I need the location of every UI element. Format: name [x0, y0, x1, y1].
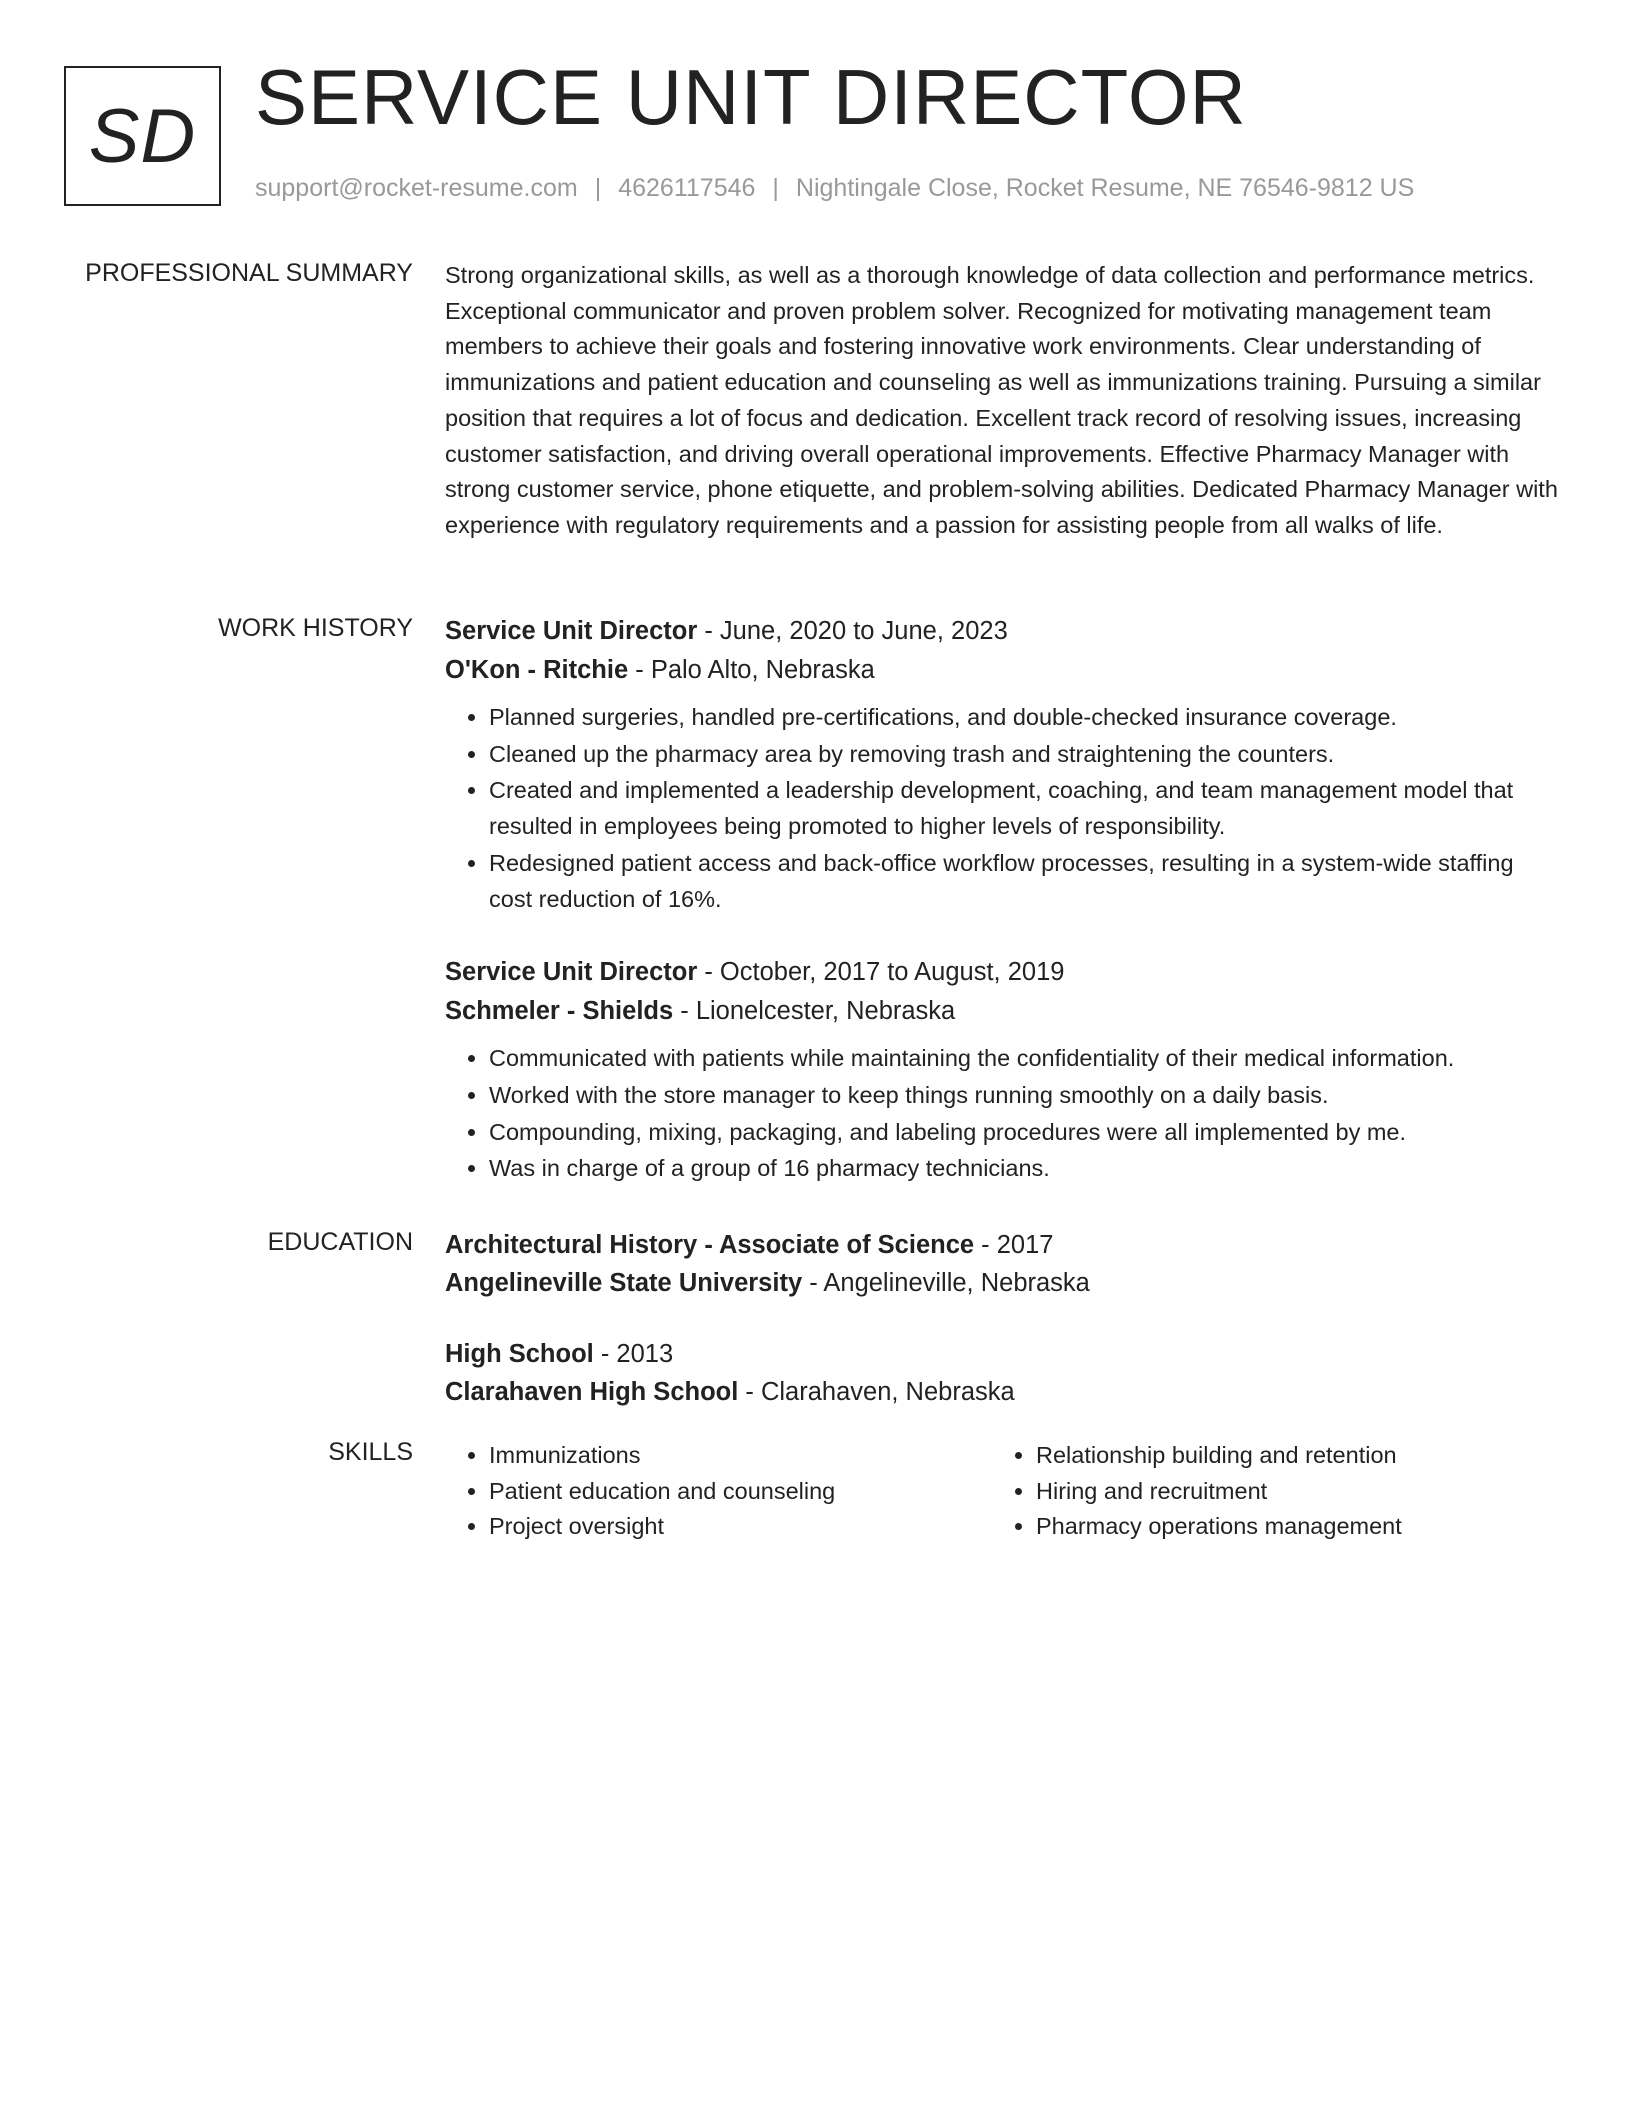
job-company-line — [445, 992, 1560, 1031]
education-school-line — [445, 1264, 1560, 1302]
job-company: O'Kon - Ritchie — [445, 656, 629, 684]
skills-columns — [445, 1438, 1560, 1545]
section-label-work-history: WORK HISTORY — [218, 614, 413, 642]
contact-separator: | — [772, 174, 779, 202]
job-bullet-list — [445, 1041, 1560, 1187]
job-entry — [445, 612, 1560, 917]
job-bullet: • Worked with the store manager to keep things running smoothly on a daily basis. — [489, 1078, 1560, 1114]
contact-address: Nightingale Close, Rocket Resume, NE 76546-9812 US — [795, 174, 1415, 202]
education-school-line — [445, 1373, 1560, 1411]
skills-list-left — [445, 1438, 992, 1545]
education-degree-line — [445, 1226, 1560, 1264]
job-location: - Palo Alto, Nebraska — [628, 656, 875, 684]
education-degree: Architectural History - Associate of Science — [445, 1231, 975, 1259]
job-title: Service Unit Director — [445, 958, 698, 987]
section-label-skills: SKILLS — [328, 1438, 413, 1466]
education-degree-line — [445, 1335, 1560, 1373]
job-dates: - June, 2020 to June, 2023 — [697, 617, 1008, 645]
skill-item: • Project oversight — [489, 1509, 992, 1545]
monogram-initials: SD — [88, 93, 197, 179]
job-company-line — [445, 651, 1560, 690]
job-location: - Lionelcester, Nebraska — [673, 997, 956, 1026]
education-location: - Clarahaven, Nebraska — [738, 1378, 1015, 1406]
job-bullet: • Cleaned up the pharmacy area by removing trash and straightening the counters. — [489, 737, 1560, 773]
job-company: Schmeler - Shields — [445, 997, 674, 1026]
section-label-summary: PROFESSIONAL SUMMARY — [85, 259, 413, 287]
page-title: SERVICE UNIT DIRECTOR — [255, 53, 1247, 141]
contact-separator: | — [594, 174, 602, 202]
summary-text: Strong organizational skills, as well as a thorough knowledge of data collection and performance metrics. Exceptional communicator and proven problem solver. Recognized for motivating management team members to achieve their goals and fostering innovative work environments. Clear understanding of immunizations and patient education and counseling as well as immunizations training. Pursuing a similar position that requires a lot of focus and dedication. Excellent track record of resolving issues, increasing customer satisfaction, and driving overall operational improvements. Effective Pharmacy Manager with strong customer service, phone etiquette, and problem-solving abilities. Dedicated Pharmacy Manager with experience with regulatory requirements and a passion for assisting people from all walks of life. — [445, 262, 1558, 538]
skills-body — [445, 1438, 1560, 1545]
education-degree: High School — [445, 1340, 594, 1368]
education-location: - Angelineville, Nebraska — [802, 1269, 1090, 1297]
job-title-line — [445, 612, 1560, 651]
job-bullet: • Redesigned patient access and back-office workflow processes, resulting in a system-wide staffing cost reduction of 16%. — [489, 846, 1560, 917]
skill-item: • Immunizations — [489, 1438, 992, 1474]
job-dates: - October, 2017 to August, 2019 — [697, 958, 1065, 987]
summary-body — [445, 258, 1560, 544]
job-title-line — [445, 953, 1560, 992]
education-school: Angelineville State University — [445, 1269, 803, 1297]
job-bullet: • Created and implemented a leadership development, coaching, and team management model that resulted in employees being promoted to higher levels of responsibility. — [489, 773, 1560, 844]
education-body — [445, 1226, 1560, 1411]
section-label-education: EDUCATION — [267, 1228, 413, 1256]
job-bullet: • Was in charge of a group of 16 pharmacy technicians. — [489, 1151, 1560, 1187]
job-bullet: • Compounding, mixing, packaging, and labeling procedures were all implemented by me. — [489, 1115, 1560, 1151]
contact-email: support@rocket-resume.com — [255, 174, 578, 202]
contact-line — [255, 174, 1414, 203]
job-entry — [445, 953, 1560, 1187]
skill-item: • Patient education and counseling — [489, 1474, 992, 1510]
education-school: Clarahaven High School — [445, 1378, 739, 1406]
education-entry — [445, 1226, 1560, 1302]
job-bullet-list — [445, 700, 1560, 917]
skill-item: • Relationship building and retention — [1036, 1438, 1516, 1474]
work-history-body — [445, 612, 1560, 1188]
job-bullet: • Communicated with patients while maintaining the confidentiality of their medical information. — [489, 1041, 1560, 1077]
skill-item: • Pharmacy operations management — [1036, 1509, 1516, 1545]
education-entry — [445, 1335, 1560, 1411]
contact-phone: 4626117546 — [618, 174, 756, 202]
monogram-logo — [64, 66, 221, 206]
education-year: - 2017 — [974, 1231, 1054, 1259]
skills-list-right — [992, 1438, 1516, 1545]
skill-item: • Hiring and recruitment — [1036, 1474, 1516, 1510]
job-title: Service Unit Director — [445, 617, 698, 645]
education-year: - 2013 — [593, 1340, 674, 1368]
job-bullet: • Planned surgeries, handled pre-certifications, and double-checked insurance coverage. — [489, 700, 1560, 736]
